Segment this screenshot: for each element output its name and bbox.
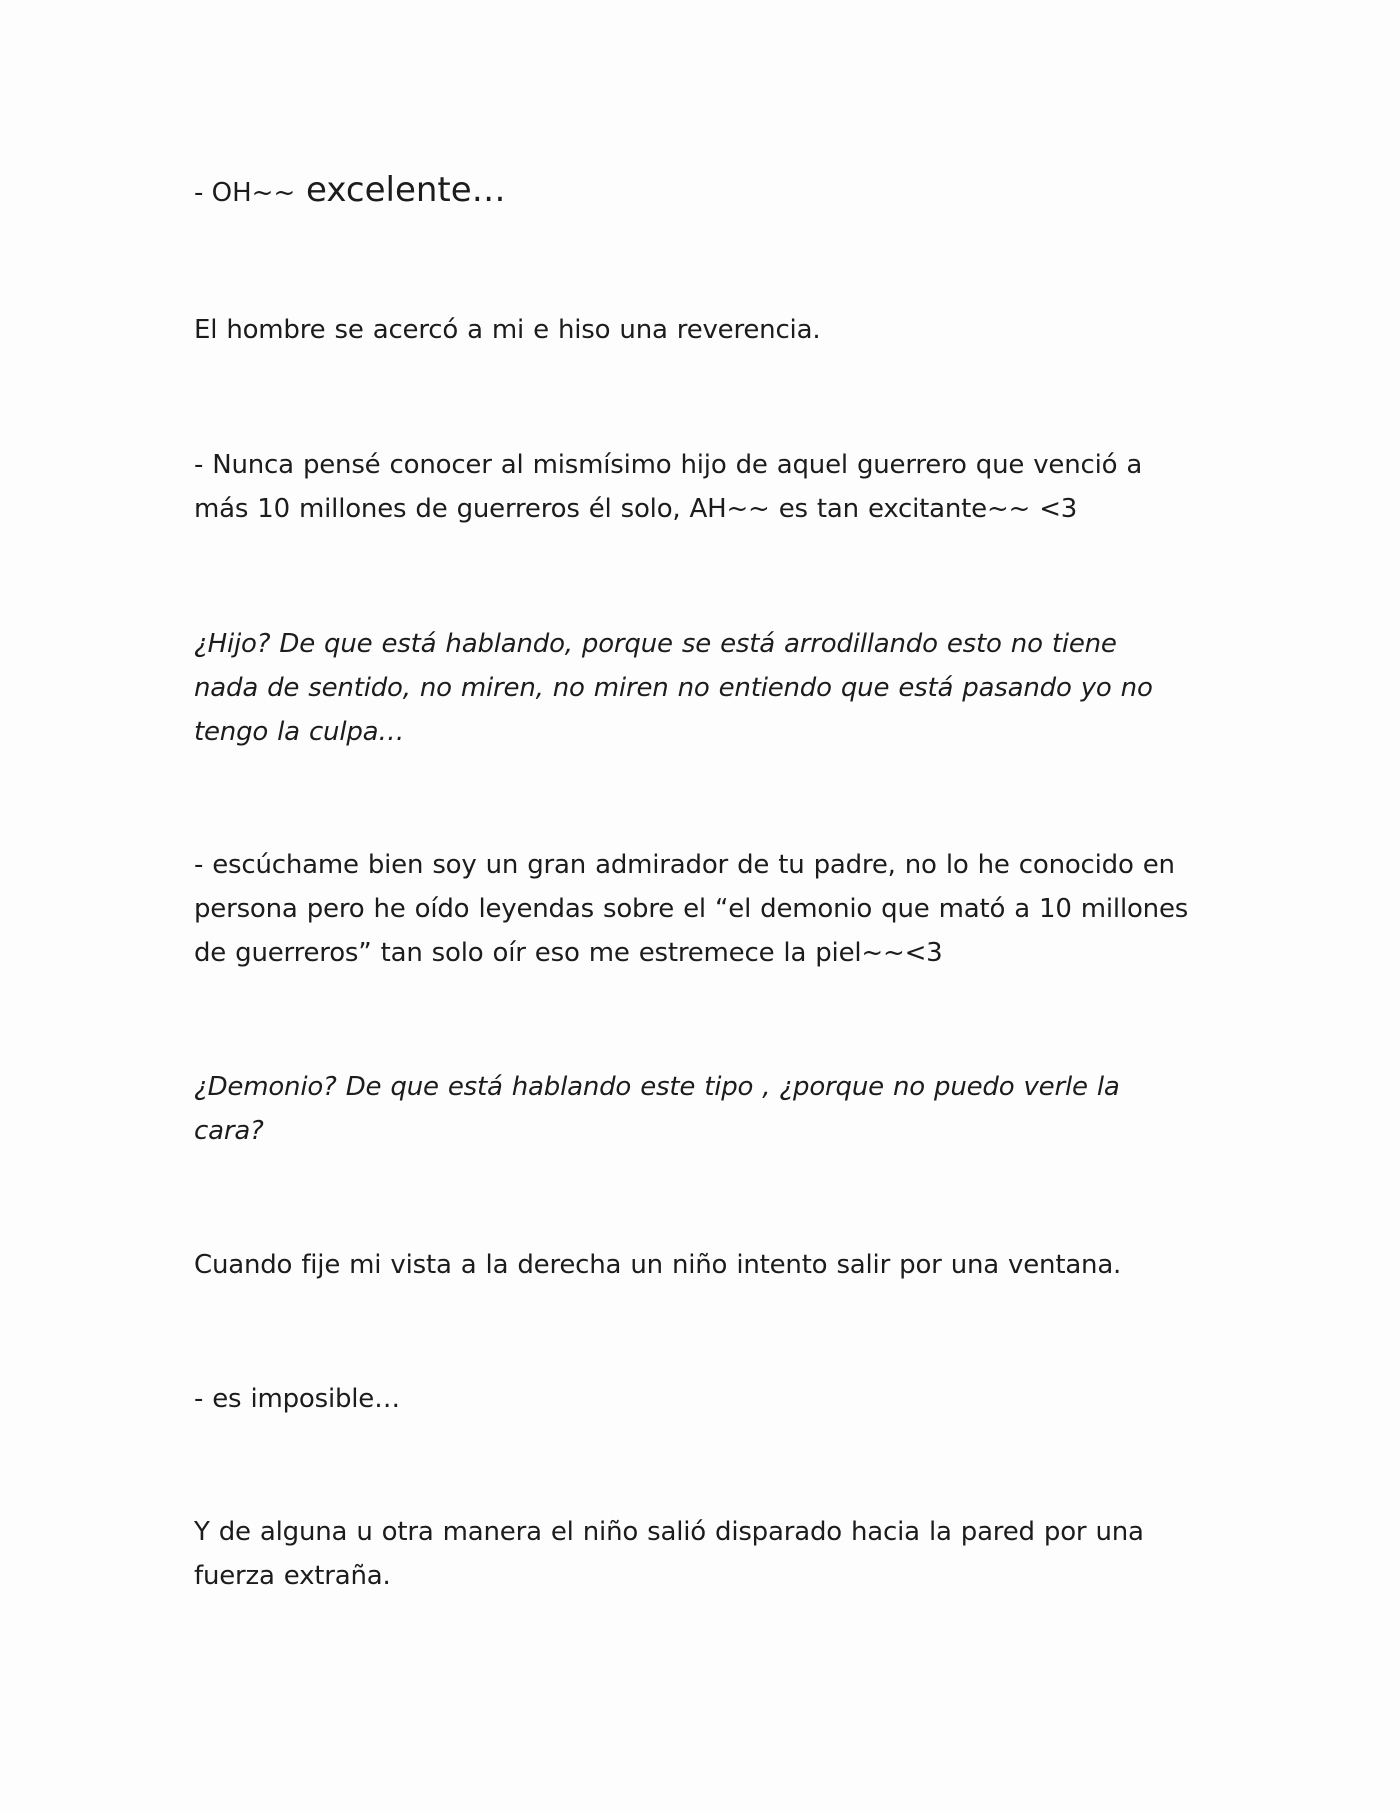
paragraph-line: El hombre se acercó a mi e hiso una reverencia. — [194, 315, 821, 345]
paragraph-line: de guerreros” tan solo oír eso me estremece la piel~~<3 — [194, 938, 943, 968]
paragraph-line: - escúchame bien soy un gran admirador de tu padre, no lo he conocido en — [194, 850, 1175, 880]
paragraph-line: - Nunca pensé conocer al mismísimo hijo de aquel guerrero que venció a — [194, 450, 1143, 480]
paragraph-line: tengo la culpa… — [194, 717, 405, 747]
paragraph-3-thought — [194, 622, 1154, 754]
paragraph-4 — [194, 843, 1189, 975]
paragraph-line: nada de sentido, no miren, no miren no entiendo que está pasando yo no — [194, 673, 1153, 703]
opening-exclamation: excelente… — [295, 170, 506, 210]
paragraph-line: cara? — [194, 1116, 264, 1146]
paragraph-line: ¿Hijo? De que está hablando, porque se está arrodillando esto no tiene — [194, 629, 1117, 659]
opening-prefix: - OH~~ — [194, 178, 296, 208]
paragraph-line: - es imposible… — [194, 1384, 400, 1414]
paragraph-line: Cuando fije mi vista a la derecha un niño intento salir por una ventana. — [194, 1250, 1122, 1280]
paragraph-line: más 10 millones de guerreros él solo, AH~~ es tan excitante~~ <3 — [194, 494, 1078, 524]
paragraph-5-thought — [194, 1065, 1154, 1153]
paragraph-line: persona pero he oído leyendas sobre el “el demonio que mató a 10 millones — [194, 894, 1189, 924]
paragraph-2 — [194, 443, 1154, 531]
paragraph-6 — [194, 1243, 1154, 1287]
paragraph-7 — [194, 1377, 1154, 1421]
paragraph-line: fuerza extraña. — [194, 1561, 391, 1591]
paragraph-line: Y de alguna u otra manera el niño salió disparado hacia la pared por una — [194, 1517, 1144, 1547]
opening-line — [194, 168, 506, 215]
paragraph-8 — [194, 1510, 1154, 1598]
paragraph-line: ¿Demonio? De que está hablando este tipo , ¿porque no puedo verle la — [194, 1072, 1120, 1102]
paragraph-1 — [194, 308, 1154, 352]
